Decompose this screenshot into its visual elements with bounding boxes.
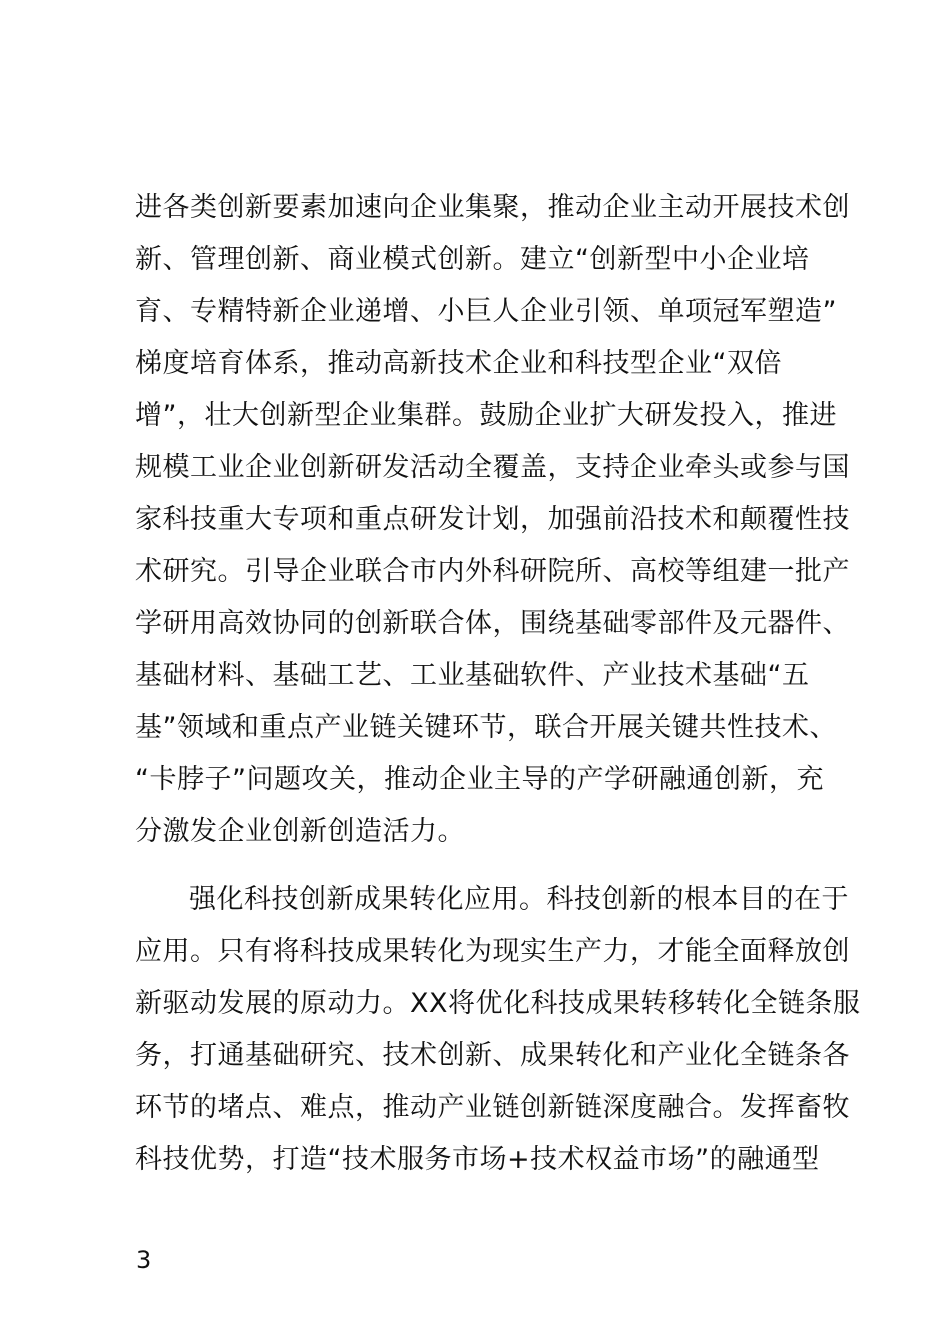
text-line: 务，打通基础研究、技术创新、成果转化和产业化全链条各 [135,1040,850,1071]
text-line: 强化科技创新成果转化应用。科技创新的根本目的在于 [189,884,849,915]
text-line: 基”领域和重点产业链关键环节，联合开展关键共性技术、 [135,712,837,743]
text-line: 育、专精特新企业递增、小巨人企业引领、单项冠军塑造” [135,296,837,327]
paragraph-2 [135,874,861,1186]
text-line: 环节的堵点、难点，推动产业链创新链深度融合。发挥畜牧 [135,1092,850,1123]
text-line: 规模工业企业创新研发活动全覆盖，支持企业牵头或参与国 [135,452,850,483]
text-line: 增”，壮大创新型企业集群。鼓励企业扩大研发投入，推进 [135,400,837,431]
text-line: 分激发企业创新创造活力。 [135,816,465,847]
text-line: 进各类创新要素加速向企业集聚，推动企业主动开展技术创 [135,192,850,223]
text-line: 学研用高效协同的创新联合体，围绕基础零部件及元器件、 [135,608,850,639]
page-number: 3 [136,1246,152,1274]
text-line: 新驱动发展的原动力。XX将优化科技成果转移转化全链条服 [135,988,861,1019]
paragraph-1 [135,182,850,858]
text-line: 应用。只有将科技成果转化为现实生产力，才能全面释放创 [135,936,850,967]
text-line: 科技优势，打造“技术服务市场+技术权益市场”的融通型 [135,1144,820,1175]
text-line: “卡脖子”问题攻关，推动企业主导的产学研融通创新，充 [135,764,824,795]
text-line: 梯度培育体系，推动高新技术企业和科技型企业“双倍 [135,348,782,379]
text-line: 术研究。引导企业联合市内外科研院所、高校等组建一批产 [135,556,850,587]
text-line: 家科技重大专项和重点研发计划，加强前沿技术和颠覆性技 [135,504,850,535]
text-line: 基础材料、基础工艺、工业基础软件、产业技术基础“五 [135,660,810,691]
text-line: 新、管理创新、商业模式创新。建立“创新型中小企业培 [135,244,810,275]
document-body [135,182,861,1186]
paragraph-spacer [135,858,817,874]
